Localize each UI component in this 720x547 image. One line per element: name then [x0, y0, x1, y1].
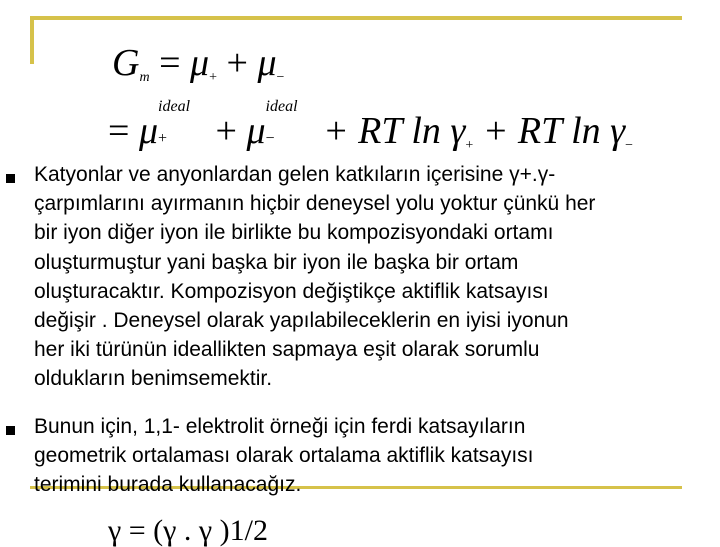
eq-mu-minus: μ — [257, 42, 277, 84]
eq-mu-plus: μ — [190, 42, 210, 84]
eq-plus: + — [226, 42, 248, 84]
equation-line-3: γ = (γ . γ )1/2 — [108, 514, 269, 547]
eq-sup-ideal-2: ideal — [265, 98, 298, 115]
eq-sub-plus: + — [209, 70, 217, 85]
eq-sub-m: m — [139, 70, 150, 85]
eq-mu-ideal-minus: μ — [246, 110, 266, 152]
slide-frame-left — [30, 16, 34, 64]
bullet-marker-1 — [6, 174, 15, 183]
slide-frame-top — [30, 16, 682, 20]
eq-gamma-minus: γ — [610, 110, 626, 152]
eq-rt-ln-2: + RT ln — [482, 110, 601, 152]
eq-symbol-G: G — [112, 42, 140, 84]
eq-mu-ideal-plus: μ — [138, 110, 159, 152]
eq-rt-ln-1: + RT ln — [323, 110, 441, 152]
eq-gamma-sub-minus: − — [625, 138, 634, 153]
eq-sub-minus-2: − — [265, 130, 275, 147]
bullet-text-2: Bunun için, 1,1- elektrolit örneği için ferdi katsayıların geometrik ortalaması olarak ortalama aktiflik katsayısı terimini burada kullanacağız. — [34, 415, 534, 497]
eq-gamma-plus: γ — [450, 110, 466, 152]
eq-sub-minus: − — [276, 70, 285, 85]
eq-sup-ideal-1: ideal — [158, 98, 191, 115]
eq-plus-2: + — [215, 110, 237, 152]
bullet-marker-2 — [6, 426, 15, 435]
bullet-text-1: Katyonlar ve anyonlardan gelen katkıların içerisine γ+.γ- çarpımlarını ayırmanın hiçbir deneysel yolu yoktur çünkü her bir iyon diğer iyon ile birlikte bu kompozisyondaki ortamı oluşturmuştur yani başka bir iyon ile başka bir ortam oluşturacaktır. Kompozisyon değiştikçe aktiflik katsayısı değişir . Deneysel olarak yapılabileceklerin en iyisi iyonun her iki türünün ideallikten sapmaya eşit olarak sorumlu oldukların benimsemektir. — [34, 163, 596, 391]
equation-line-2 — [108, 98, 634, 153]
eq-equals-2: = — [108, 110, 130, 152]
eq-gamma-sub-plus: + — [465, 138, 474, 153]
eq-equals: = — [159, 42, 181, 84]
eq-sub-plus-2: + — [158, 130, 168, 147]
equation-line-1 — [112, 44, 284, 85]
